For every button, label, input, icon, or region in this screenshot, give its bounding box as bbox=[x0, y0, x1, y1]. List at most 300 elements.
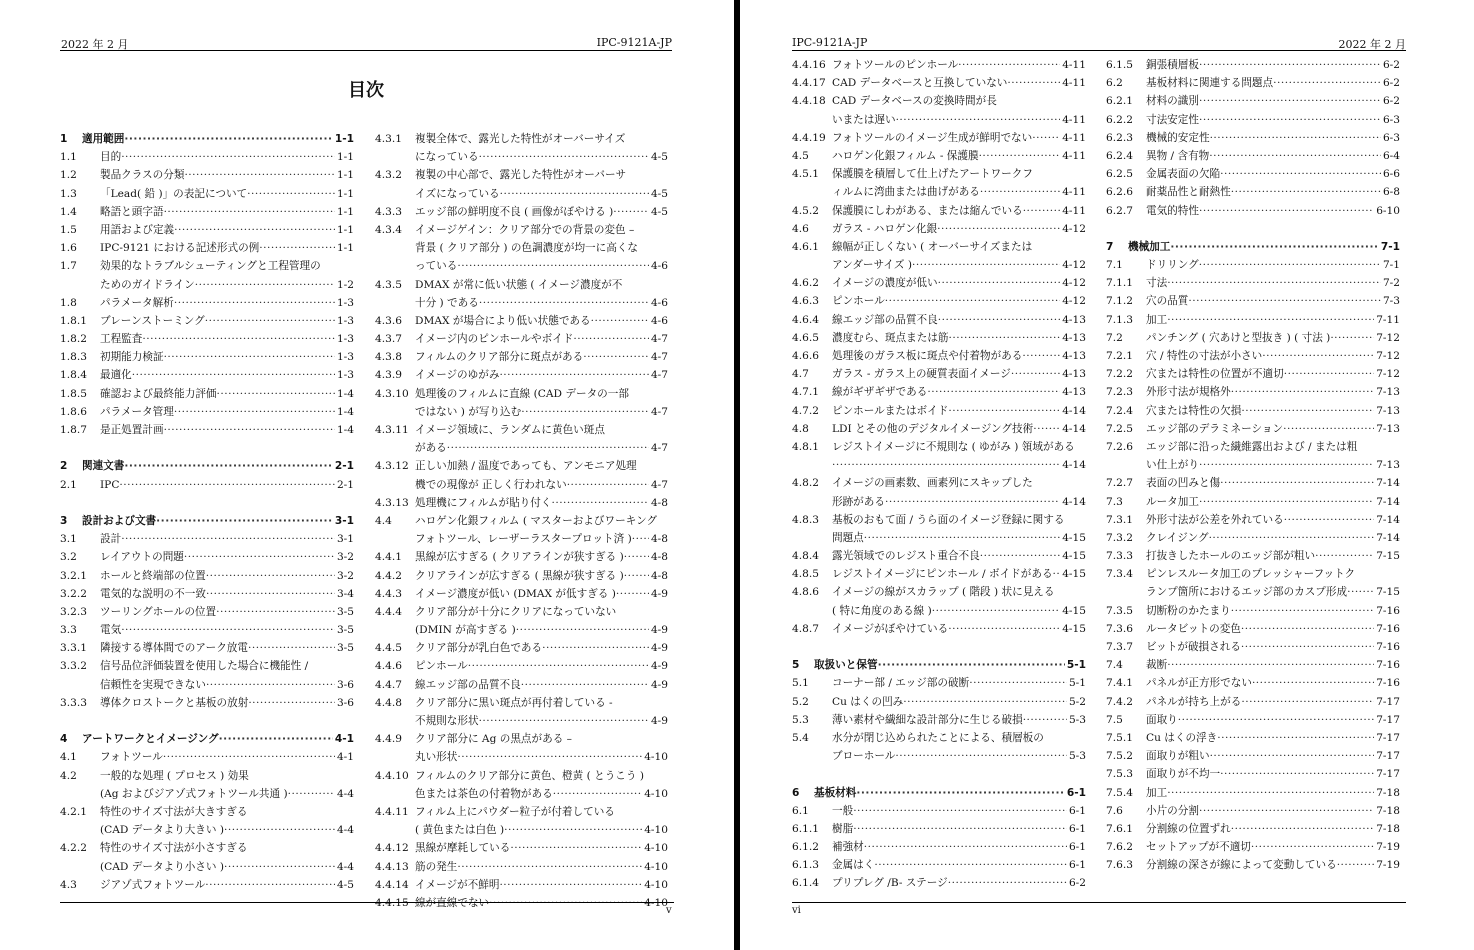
toc-entry-title: Cu はくの凹み bbox=[832, 695, 904, 708]
toc-dot-leader bbox=[119, 476, 335, 494]
toc-entry[interactable] bbox=[375, 130, 668, 148]
toc-section-heading[interactable] bbox=[792, 784, 1086, 802]
toc-entry[interactable] bbox=[375, 239, 668, 257]
toc-dot-leader bbox=[521, 403, 649, 421]
toc-entry-title: 信号品位評価装置を使用した場合に機能性 / bbox=[100, 660, 309, 673]
toc-entry[interactable] bbox=[375, 148, 668, 166]
toc-entry-page: 1-1 bbox=[336, 205, 354, 218]
toc-entry-number: 6.2.5 bbox=[1106, 168, 1133, 181]
toc-dot-leader bbox=[224, 821, 335, 839]
toc-entry[interactable] bbox=[60, 694, 354, 712]
toc-entry[interactable] bbox=[792, 402, 1086, 420]
toc-entry[interactable] bbox=[792, 202, 1086, 220]
toc-dot-leader bbox=[896, 111, 1061, 129]
toc-entry-title: 金属表面の欠陥 bbox=[1146, 168, 1221, 181]
toc-entry[interactable] bbox=[792, 456, 1086, 474]
toc-entry-title: イメージゲイン：クリア部分での背景の変色 – bbox=[415, 223, 635, 236]
toc-entry-title: クリア部分に Ag の黒点がある – bbox=[415, 733, 572, 746]
toc-entry[interactable] bbox=[792, 329, 1086, 347]
toc-entry-number: 1.3 bbox=[60, 187, 77, 200]
toc-entry-page: 7-16 bbox=[1376, 677, 1400, 690]
toc-entry[interactable] bbox=[375, 748, 668, 766]
toc-entry-page: 4-10 bbox=[644, 860, 668, 873]
toc-entry-page: 6-3 bbox=[1382, 113, 1400, 126]
toc-dot-leader bbox=[567, 476, 649, 494]
toc-entry[interactable] bbox=[1106, 747, 1400, 765]
toc-entry-page: 4-11 bbox=[1062, 131, 1086, 144]
toc-entry[interactable] bbox=[1106, 765, 1400, 783]
toc-entry[interactable] bbox=[1106, 92, 1400, 110]
toc-entry[interactable] bbox=[792, 802, 1086, 820]
toc-entry[interactable] bbox=[1106, 402, 1400, 420]
toc-entry-page: 3-1 bbox=[334, 514, 354, 527]
toc-dot-leader bbox=[219, 730, 333, 748]
toc-section-heading[interactable] bbox=[60, 130, 354, 148]
toc-entry-page: 1-3 bbox=[336, 296, 354, 309]
toc-entry[interactable] bbox=[792, 529, 1086, 547]
toc-section-heading[interactable] bbox=[60, 730, 354, 748]
toc-entry-title: 形跡がある bbox=[832, 495, 885, 508]
toc-entry[interactable] bbox=[792, 729, 1086, 747]
toc-entry-page: 4-10 bbox=[644, 824, 668, 837]
toc-entry[interactable] bbox=[792, 420, 1086, 438]
toc-dot-leader bbox=[864, 529, 1060, 547]
toc-entry[interactable] bbox=[1106, 183, 1400, 201]
toc-entry[interactable] bbox=[1106, 311, 1400, 329]
toc-entry[interactable] bbox=[375, 257, 668, 275]
toc-entry[interactable] bbox=[1106, 456, 1400, 474]
toc-entry[interactable] bbox=[60, 148, 354, 166]
toc-entry[interactable] bbox=[792, 602, 1086, 620]
toc-entry-page: 4-5 bbox=[650, 151, 668, 164]
toc-dot-leader bbox=[206, 585, 335, 603]
toc-entry[interactable] bbox=[792, 747, 1086, 765]
toc-entry[interactable] bbox=[792, 711, 1086, 729]
toc-entry-page: 1-3 bbox=[336, 314, 354, 327]
toc-entry-page: 2-1 bbox=[336, 478, 354, 491]
toc-entry[interactable] bbox=[792, 547, 1086, 565]
toc-entry[interactable] bbox=[792, 256, 1086, 274]
toc-entry[interactable] bbox=[792, 693, 1086, 711]
toc-section-heading[interactable] bbox=[792, 656, 1086, 674]
toc-entry[interactable] bbox=[1106, 656, 1400, 674]
toc-dot-leader bbox=[832, 456, 1060, 474]
toc-dot-leader bbox=[468, 657, 649, 675]
toc-entry[interactable] bbox=[1106, 147, 1400, 165]
toc-entry[interactable] bbox=[375, 185, 668, 203]
toc-entry-number: 6.2.7 bbox=[1106, 204, 1133, 217]
toc-dot-leader bbox=[912, 256, 1060, 274]
toc-entry-page: 7-13 bbox=[1376, 404, 1400, 417]
toc-entry[interactable] bbox=[375, 548, 668, 566]
toc-entry-title: 用語および定義 bbox=[100, 223, 175, 236]
toc-entry-title: ビットが破損される bbox=[1146, 641, 1241, 653]
toc-entry[interactable] bbox=[1106, 56, 1400, 74]
toc-entry[interactable] bbox=[1106, 620, 1400, 638]
toc-dot-leader bbox=[174, 403, 335, 421]
toc-entry[interactable] bbox=[60, 839, 354, 857]
toc-entry-page: 4-12 bbox=[1062, 259, 1086, 272]
toc-entry-title: 面取り bbox=[1146, 713, 1178, 726]
toc-entry[interactable] bbox=[60, 221, 354, 239]
toc-section-heading[interactable] bbox=[1106, 238, 1400, 256]
toc-entry[interactable] bbox=[1106, 165, 1400, 183]
toc-entry-title: CAD データベースと互換していない bbox=[832, 77, 1008, 90]
toc-entry[interactable] bbox=[1106, 856, 1400, 874]
toc-entry[interactable] bbox=[1106, 474, 1400, 492]
toc-entry[interactable] bbox=[1106, 347, 1400, 365]
toc-entry[interactable] bbox=[60, 348, 354, 366]
toc-dot-leader bbox=[248, 694, 335, 712]
toc-entry-number: 4.3.3 bbox=[375, 205, 402, 218]
toc-entry-title: エッジ部のデラミネーション bbox=[1146, 422, 1284, 435]
toc-entry-page: 1-1 bbox=[336, 223, 354, 236]
toc-entry[interactable] bbox=[60, 185, 354, 203]
toc-entry-page: 4-15 bbox=[1062, 568, 1086, 581]
toc-entry[interactable] bbox=[375, 803, 668, 821]
toc-entry-page: 1-3 bbox=[336, 369, 354, 382]
toc-entry-number: 4.8.7 bbox=[792, 622, 819, 635]
toc-entry[interactable] bbox=[792, 493, 1086, 511]
toc-dot-leader bbox=[248, 639, 335, 657]
toc-entry[interactable] bbox=[792, 620, 1086, 638]
toc-dot-leader bbox=[1241, 402, 1374, 420]
toc-entry-title: 機械的安定性 bbox=[1146, 131, 1210, 144]
toc-entry[interactable] bbox=[1106, 784, 1400, 802]
toc-entry-page: 6-8 bbox=[1382, 186, 1400, 199]
toc-entry[interactable] bbox=[792, 856, 1086, 874]
toc-dot-leader bbox=[1033, 420, 1060, 438]
toc-entry-number: 7.4 bbox=[1106, 659, 1123, 672]
toc-entry[interactable] bbox=[60, 294, 354, 312]
toc-dot-leader bbox=[1167, 784, 1374, 802]
right-header-doc-id: IPC-9121A-JP bbox=[792, 36, 868, 49]
toc-spacer bbox=[792, 638, 1086, 656]
toc-entry[interactable] bbox=[375, 348, 668, 366]
toc-entry[interactable] bbox=[375, 676, 668, 694]
toc-entry-title: フィルムのクリア部分に斑点がある bbox=[415, 351, 584, 364]
toc-entry-page: 6-2 bbox=[1382, 59, 1400, 71]
toc-entry[interactable] bbox=[1106, 292, 1400, 310]
toc-dot-leader bbox=[288, 785, 335, 803]
toc-entry-page: 6-2 bbox=[1382, 77, 1400, 90]
left-header-doc-id: IPC-9121A-JP bbox=[596, 36, 672, 49]
toc-entry[interactable] bbox=[375, 785, 668, 803]
toc-entry[interactable] bbox=[60, 785, 354, 803]
toc-entry[interactable] bbox=[375, 203, 668, 221]
toc-entry-title: パンチング ( 穴あけと型抜き ) ( 寸法 ) bbox=[1146, 331, 1331, 344]
toc-entry[interactable] bbox=[1106, 365, 1400, 383]
toc-entry-number: 3.3 bbox=[60, 624, 77, 637]
toc-entry[interactable] bbox=[375, 621, 668, 639]
toc-entry[interactable] bbox=[375, 639, 668, 657]
toc-entry[interactable] bbox=[1106, 256, 1400, 274]
toc-entry[interactable] bbox=[60, 657, 354, 675]
toc-entry-page: 4-8 bbox=[650, 551, 668, 564]
toc-entry[interactable] bbox=[792, 129, 1086, 147]
toc-entry-page: 4-14 bbox=[1062, 459, 1086, 472]
toc-entry-number: 6.2.3 bbox=[1106, 131, 1133, 144]
toc-entry[interactable] bbox=[792, 292, 1086, 310]
toc-dot-leader bbox=[542, 639, 649, 657]
toc-entry[interactable] bbox=[792, 311, 1086, 329]
toc-entry-title: 表面の凹みと傷 bbox=[1146, 477, 1221, 490]
toc-entry[interactable] bbox=[60, 385, 354, 403]
toc-entry[interactable] bbox=[60, 567, 354, 585]
toc-entry[interactable] bbox=[375, 512, 668, 530]
toc-entry-number: 5.3 bbox=[792, 713, 809, 726]
toc-entry-number: 6.1.5 bbox=[1106, 59, 1133, 71]
toc-entry[interactable] bbox=[375, 403, 668, 421]
toc-entry[interactable] bbox=[1106, 420, 1400, 438]
toc-entry-number: 2.1 bbox=[60, 478, 77, 491]
toc-entry[interactable] bbox=[792, 165, 1086, 183]
toc-entry-title: レジストイメージに不規則な ( ゆがみ ) 領域がある bbox=[832, 440, 1075, 453]
toc-entry-number: 7.1 bbox=[1106, 259, 1123, 272]
toc-entry-page: 7-16 bbox=[1376, 604, 1400, 617]
toc-entry-number: 6.1 bbox=[792, 804, 809, 817]
toc-entry-page: 4-8 bbox=[650, 496, 668, 509]
toc-entry-page: 3-2 bbox=[336, 551, 354, 564]
toc-entry[interactable] bbox=[1106, 820, 1400, 838]
toc-entry[interactable] bbox=[60, 403, 354, 421]
toc-entry[interactable] bbox=[1106, 129, 1400, 147]
toc-entry[interactable] bbox=[1106, 329, 1400, 347]
toc-entry-title: イメージが不鮮明 bbox=[415, 878, 500, 891]
toc-entry[interactable] bbox=[1106, 674, 1400, 692]
toc-entry-number: 4.6.3 bbox=[792, 295, 819, 308]
toc-entry-title: 穴または特性の位置が不適切 bbox=[1146, 368, 1284, 381]
toc-entry[interactable] bbox=[60, 166, 354, 184]
left-footer-rule bbox=[60, 902, 674, 903]
toc-entry[interactable] bbox=[1106, 602, 1400, 620]
toc-entry-page: 4-11 bbox=[1062, 186, 1086, 199]
toc-entry[interactable] bbox=[375, 439, 668, 457]
toc-entry[interactable] bbox=[792, 183, 1086, 201]
toc-dot-leader bbox=[195, 276, 335, 294]
toc-entry[interactable] bbox=[60, 421, 354, 439]
toc-entry[interactable] bbox=[375, 821, 668, 839]
toc-entry-page: 7-17 bbox=[1376, 731, 1400, 744]
toc-entry[interactable] bbox=[792, 383, 1086, 401]
toc-entry-title: 信頼性を実現できない bbox=[100, 678, 206, 691]
toc-entry[interactable] bbox=[375, 494, 668, 512]
toc-entry-title: ピンレスルータ加工のプレッシャーフットク bbox=[1146, 568, 1356, 581]
toc-entry[interactable] bbox=[375, 330, 668, 348]
toc-entry[interactable] bbox=[1106, 802, 1400, 820]
toc-entry-title: パネルが正方形でない bbox=[1146, 677, 1252, 690]
toc-dot-leader bbox=[164, 203, 335, 221]
toc-dot-leader bbox=[591, 312, 649, 330]
toc-entry-page: 4-15 bbox=[1062, 622, 1086, 635]
toc-entry-number: 7.6.1 bbox=[1106, 822, 1133, 835]
toc-entry-page: 4-13 bbox=[1062, 313, 1086, 326]
toc-entry[interactable] bbox=[375, 567, 668, 585]
toc-entry-number: 4.3.5 bbox=[375, 278, 402, 291]
toc-entry[interactable] bbox=[375, 694, 668, 712]
toc-entry[interactable] bbox=[60, 276, 354, 294]
toc-entry-title: イメージのゆがみ bbox=[415, 369, 500, 382]
toc-column-left-2 bbox=[375, 130, 668, 912]
toc-entry[interactable] bbox=[1106, 383, 1400, 401]
toc-entry-title: 複製の中心部で、露光した特性がオーバーサ bbox=[415, 169, 627, 182]
toc-entry[interactable] bbox=[1106, 547, 1400, 565]
toc-entry[interactable] bbox=[1106, 111, 1400, 129]
toc-entry-number: 1.1 bbox=[60, 151, 77, 164]
toc-entry[interactable] bbox=[792, 838, 1086, 856]
toc-entry[interactable] bbox=[375, 603, 668, 621]
toc-entry[interactable] bbox=[375, 657, 668, 675]
toc-entry[interactable] bbox=[792, 565, 1086, 583]
toc-entry-title: になっている bbox=[415, 151, 479, 164]
toc-entry[interactable] bbox=[60, 548, 354, 566]
toc-entry[interactable] bbox=[375, 312, 668, 330]
toc-entry[interactable] bbox=[1106, 638, 1400, 656]
toc-entry-title: フォトツールのピンホール bbox=[832, 59, 959, 71]
toc-entry[interactable] bbox=[792, 56, 1086, 74]
toc-entry[interactable] bbox=[375, 366, 668, 384]
toc-entry[interactable] bbox=[792, 365, 1086, 383]
toc-entry-title: フィルムのクリア部分に黄色、橙黄 ( とうこう ) bbox=[415, 769, 644, 782]
toc-entry-title: 裁断 bbox=[1146, 659, 1168, 672]
toc-entry[interactable] bbox=[792, 111, 1086, 129]
toc-entry-title: 丸い形状 bbox=[415, 751, 458, 764]
toc-entry[interactable] bbox=[60, 366, 354, 384]
toc-entry[interactable] bbox=[792, 347, 1086, 365]
toc-entry[interactable] bbox=[375, 712, 668, 730]
toc-entry[interactable] bbox=[60, 257, 354, 275]
toc-entry[interactable] bbox=[792, 220, 1086, 238]
toc-entry[interactable] bbox=[60, 858, 354, 876]
toc-entry[interactable] bbox=[1106, 511, 1400, 529]
toc-entry[interactable] bbox=[1106, 529, 1400, 547]
toc-entry[interactable] bbox=[375, 476, 668, 494]
toc-entry[interactable] bbox=[1106, 438, 1400, 456]
toc-entry[interactable] bbox=[792, 438, 1086, 456]
toc-entry[interactable] bbox=[375, 421, 668, 439]
toc-entry[interactable] bbox=[60, 876, 354, 894]
toc-entry[interactable] bbox=[375, 276, 668, 294]
toc-entry[interactable] bbox=[792, 238, 1086, 256]
toc-entry[interactable] bbox=[375, 530, 668, 548]
toc-entry[interactable] bbox=[60, 676, 354, 694]
toc-entry[interactable] bbox=[1106, 565, 1400, 583]
toc-dot-leader bbox=[583, 348, 649, 366]
toc-entry[interactable] bbox=[792, 511, 1086, 529]
toc-entry[interactable] bbox=[792, 147, 1086, 165]
toc-entry[interactable] bbox=[60, 239, 354, 257]
toc-entry[interactable] bbox=[60, 821, 354, 839]
toc-entry-number: 7.2.4 bbox=[1106, 404, 1133, 417]
toc-entry-number: 4.4.6 bbox=[375, 660, 402, 673]
toc-entry[interactable] bbox=[792, 274, 1086, 292]
toc-entry[interactable] bbox=[375, 858, 668, 876]
toc-entry-title: ランプ箇所におけるエッジ部のカスプ形成 bbox=[1146, 586, 1348, 599]
toc-dot-leader bbox=[206, 676, 335, 694]
toc-entry-page: 4-4 bbox=[336, 824, 354, 837]
toc-entry[interactable] bbox=[1106, 711, 1400, 729]
toc-entry-number: 7.6.3 bbox=[1106, 859, 1133, 872]
toc-entry-number: 4.4.4 bbox=[375, 605, 402, 618]
toc-entry[interactable] bbox=[375, 876, 668, 894]
toc-entry[interactable] bbox=[375, 730, 668, 748]
toc-entry[interactable] bbox=[792, 74, 1086, 92]
toc-entry[interactable] bbox=[1106, 274, 1400, 292]
toc-entry[interactable] bbox=[60, 748, 354, 766]
toc-entry[interactable] bbox=[60, 639, 354, 657]
toc-dot-leader bbox=[948, 874, 1067, 892]
toc-entry-page: 1-1 bbox=[334, 133, 354, 145]
toc-entry[interactable] bbox=[1106, 493, 1400, 511]
toc-entry-title: 外形寸法が公差を外れている bbox=[1146, 513, 1284, 526]
toc-entry[interactable] bbox=[1106, 693, 1400, 711]
toc-entry[interactable] bbox=[1106, 74, 1400, 92]
toc-entry[interactable] bbox=[1106, 202, 1400, 220]
toc-dot-leader bbox=[1199, 456, 1374, 474]
toc-entry-title: いまたは遅い bbox=[832, 113, 896, 126]
toc-entry[interactable] bbox=[375, 839, 668, 857]
toc-entry[interactable] bbox=[60, 476, 354, 494]
toc-entry[interactable] bbox=[1106, 838, 1400, 856]
toc-entry-page: 6-1 bbox=[1068, 841, 1086, 854]
toc-entry[interactable] bbox=[792, 583, 1086, 601]
toc-entry[interactable] bbox=[375, 294, 668, 312]
toc-entry-title: ツーリングホールの位置 bbox=[100, 605, 217, 618]
toc-entry[interactable] bbox=[792, 820, 1086, 838]
toc-entry[interactable] bbox=[1106, 729, 1400, 747]
toc-entry-title: がある bbox=[415, 442, 447, 455]
toc-entry[interactable] bbox=[60, 603, 354, 621]
toc-entry[interactable] bbox=[375, 166, 668, 184]
toc-section-heading[interactable] bbox=[60, 457, 354, 475]
toc-entry[interactable] bbox=[375, 221, 668, 239]
toc-entry[interactable] bbox=[792, 92, 1086, 110]
toc-entry[interactable] bbox=[375, 585, 668, 603]
toc-entry[interactable] bbox=[60, 530, 354, 548]
toc-entry[interactable] bbox=[1106, 583, 1400, 601]
toc-entry-title: 特性のサイズ寸法が小さすぎる bbox=[100, 842, 248, 855]
toc-entry[interactable] bbox=[792, 874, 1086, 892]
toc-entry-title: 小片の分割 bbox=[1146, 804, 1199, 817]
toc-entry[interactable] bbox=[60, 585, 354, 603]
toc-entry[interactable] bbox=[792, 674, 1086, 692]
toc-section-heading[interactable] bbox=[60, 512, 354, 530]
toc-entry-number: 4.4.8 bbox=[375, 696, 402, 709]
toc-entry[interactable] bbox=[375, 385, 668, 403]
toc-entry[interactable] bbox=[375, 767, 668, 785]
toc-entry[interactable] bbox=[375, 457, 668, 475]
toc-entry-title: クレイジング bbox=[1146, 531, 1209, 544]
toc-entry-title: 穴の品質 bbox=[1146, 295, 1189, 308]
toc-entry[interactable] bbox=[60, 803, 354, 821]
toc-entry[interactable] bbox=[60, 312, 354, 330]
toc-entry-number: 7.6.2 bbox=[1106, 841, 1133, 854]
toc-entry-number: 1.8.3 bbox=[60, 351, 87, 364]
toc-entry[interactable] bbox=[60, 330, 354, 348]
toc-entry[interactable] bbox=[60, 767, 354, 785]
toc-entry-number: 3.3.2 bbox=[60, 660, 87, 673]
toc-entry[interactable] bbox=[792, 474, 1086, 492]
toc-entry-page: 4-5 bbox=[336, 878, 354, 891]
toc-entry-number: 4.4.1 bbox=[375, 551, 402, 564]
toc-dot-leader bbox=[447, 439, 649, 457]
toc-entry-page: 4-11 bbox=[1062, 59, 1086, 71]
toc-entry-title: ハロゲン化銀フィルム ( マスターおよびワーキング bbox=[415, 514, 658, 527]
toc-entry-number: 3.3.3 bbox=[60, 696, 87, 709]
toc-entry[interactable] bbox=[60, 621, 354, 639]
toc-entry[interactable] bbox=[60, 203, 354, 221]
toc-entry-title: クリア部分に黒い斑点が再付着している - bbox=[415, 696, 613, 709]
